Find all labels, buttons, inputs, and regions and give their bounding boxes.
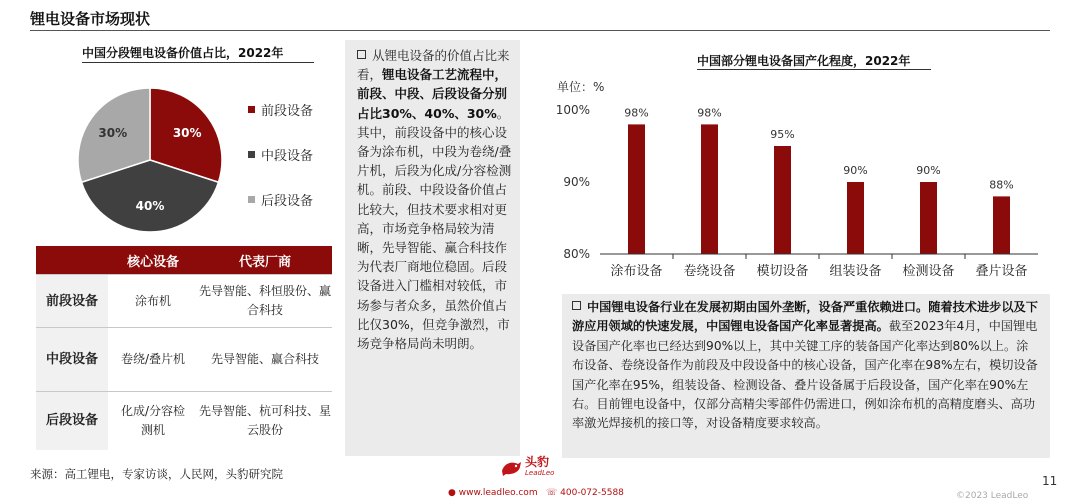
- website-link[interactable]: [448, 488, 538, 498]
- vendor-table-header-equipment: 核心设备: [108, 246, 198, 275]
- page-number: 11: [1042, 474, 1058, 488]
- y-tick-label: 100%: [555, 103, 590, 117]
- bar: [774, 146, 791, 254]
- localization-commentary: [562, 294, 1050, 458]
- commentary-intro: 从锂电设备的价值占比来看，: [357, 48, 510, 83]
- bar-value-label: 98%: [624, 106, 649, 120]
- row-segment: 中段设备: [36, 328, 108, 392]
- pie-slice-label: 30%: [172, 126, 202, 140]
- bar: [701, 124, 718, 254]
- pie-chart: [70, 80, 230, 240]
- category-label: 组装设备: [829, 264, 882, 279]
- bar: [993, 196, 1010, 254]
- legend-swatch-back: [248, 196, 255, 203]
- category-label: 检测设备: [902, 264, 955, 279]
- localization-highlight: 中国锂电设备行业在发展初期由国外垄断，设备严重依赖进口。随着技术进步以及下游应用领域的快速发展，中国锂电设备国产化率显著提高。: [572, 300, 1038, 334]
- row-equipment: 卷绕/叠片机: [108, 328, 198, 392]
- legend-label-front: 前段设备: [261, 103, 314, 119]
- vendor-table-header-row: [36, 246, 332, 275]
- row-vendors: 先导智能、赢合科技: [198, 328, 332, 392]
- legend-item-front: [248, 98, 313, 120]
- category-label: 叠片设备: [975, 264, 1028, 279]
- legend-item-middle: [248, 143, 313, 165]
- row-vendors: 先导智能、杭可科技、星云股份: [198, 392, 332, 450]
- bar: [847, 182, 864, 254]
- row-equipment: 化成/分容检测机: [108, 392, 198, 450]
- vendor-table-header-blank: [36, 246, 108, 275]
- bar-chart-title: 中国部分锂电设备国产化程度，2022年: [697, 54, 911, 68]
- pie-slice-label: 30%: [98, 126, 128, 140]
- legend-label-middle: 中段设备: [261, 148, 314, 164]
- phone-text: 400-072-5588: [560, 488, 624, 498]
- commentary-highlight: 锂电设备工艺流程中，前段、中段、后段设备分别占比30%、40%、30%: [357, 67, 508, 121]
- pie-slice-label: 40%: [135, 199, 165, 213]
- legend-label-back: 后段设备: [261, 193, 314, 209]
- pie-chart-title-underline: [82, 62, 314, 63]
- legend-swatch-front: [248, 106, 255, 113]
- row-segment: 后段设备: [36, 392, 108, 450]
- globe-icon: ●: [448, 488, 456, 498]
- value-share-commentary: [345, 40, 520, 456]
- leopard-logo-icon: [500, 459, 522, 477]
- y-tick-label: 90%: [563, 175, 590, 189]
- vendor-table-header-vendors: 代表厂商: [198, 246, 332, 275]
- bar-value-label: 90%: [843, 164, 868, 177]
- bar: [920, 182, 937, 254]
- commentary-body: 。其中，前段设备中的核心设备为涂布机，中段为卷绕/叠片机，后段为化成/分容检测机。前段、中段设备价值占比较大，但技术要求相对更高，市场竞争格局较为清晰，先导智能、赢合科技作为代表厂商地位稳固。后段设备进入门槛相对较低，市场参与者众多，虽然价值占比仅30%，但竞争激烈，市场竞争格局尚未明朗。: [357, 105, 512, 352]
- pie-legend: [248, 98, 313, 210]
- pie-chart-title: 中国分段锂电设备价值占比，2022年: [82, 46, 284, 60]
- category-label: 模切设备: [756, 264, 809, 279]
- vendor-table: [36, 246, 332, 450]
- row-segment: 前段设备: [36, 275, 108, 328]
- row-vendors: 先导智能、科恒股份、赢合科技: [198, 275, 332, 328]
- y-tick-label: 80%: [563, 247, 590, 261]
- brand-logo: [500, 457, 554, 479]
- phone-contact: [546, 488, 624, 498]
- bar: [628, 124, 645, 254]
- source-note: 来源：高工锂电，专家访谈，人民网，头豹研究院: [30, 467, 283, 481]
- bar-value-label: 95%: [770, 128, 795, 141]
- bar-value-label: 98%: [697, 106, 722, 120]
- bullet-icon: [572, 301, 581, 310]
- brand-name-cn: 头豹: [525, 455, 550, 469]
- brand-name-en: LeadLeo: [525, 469, 555, 477]
- bar-chart-title-underline: [697, 69, 931, 70]
- category-label: 涂布设备: [610, 264, 663, 279]
- bar-value-label: 90%: [916, 164, 941, 177]
- page-title: 锂电设备市场现状: [30, 10, 151, 28]
- bullet-icon: [357, 50, 366, 59]
- legend-swatch-middle: [248, 151, 255, 158]
- table-row: [36, 275, 332, 328]
- bar-value-label: 88%: [989, 178, 1014, 192]
- row-equipment: 涂布机: [108, 275, 198, 328]
- title-divider: [30, 30, 1050, 31]
- bar-chart-unit-label: 单位：%: [557, 80, 605, 94]
- table-row: [36, 392, 332, 450]
- legend-item-back: [248, 188, 313, 210]
- category-label: 卷绕设备: [683, 264, 736, 279]
- localization-body: 截至2023年4月，中国锂电设备国产化率也已经达到90%以上，其中关键工序的装备国产化率达到80%以上。涂布设备、卷绕设备作为前段及中段设备中的核心设备，国产化率在98%左右，模切设备国产化率在95%，组装设备、检测设备、叠片设备属于后段设备，国产化率在90%左右。目前锂电设备中，仅部分高精尖零部件仍需进口，例如涂布机的高精度磨头、高功率激光焊接机的接口等，对设备精度要求较高。: [572, 319, 1038, 431]
- table-row: [36, 328, 332, 392]
- copyright: ©2023 LeadLeo: [956, 491, 1029, 501]
- website-text: www.leadleo.com: [458, 488, 538, 498]
- bar-chart: [550, 95, 1050, 290]
- phone-icon: ☏: [546, 488, 558, 498]
